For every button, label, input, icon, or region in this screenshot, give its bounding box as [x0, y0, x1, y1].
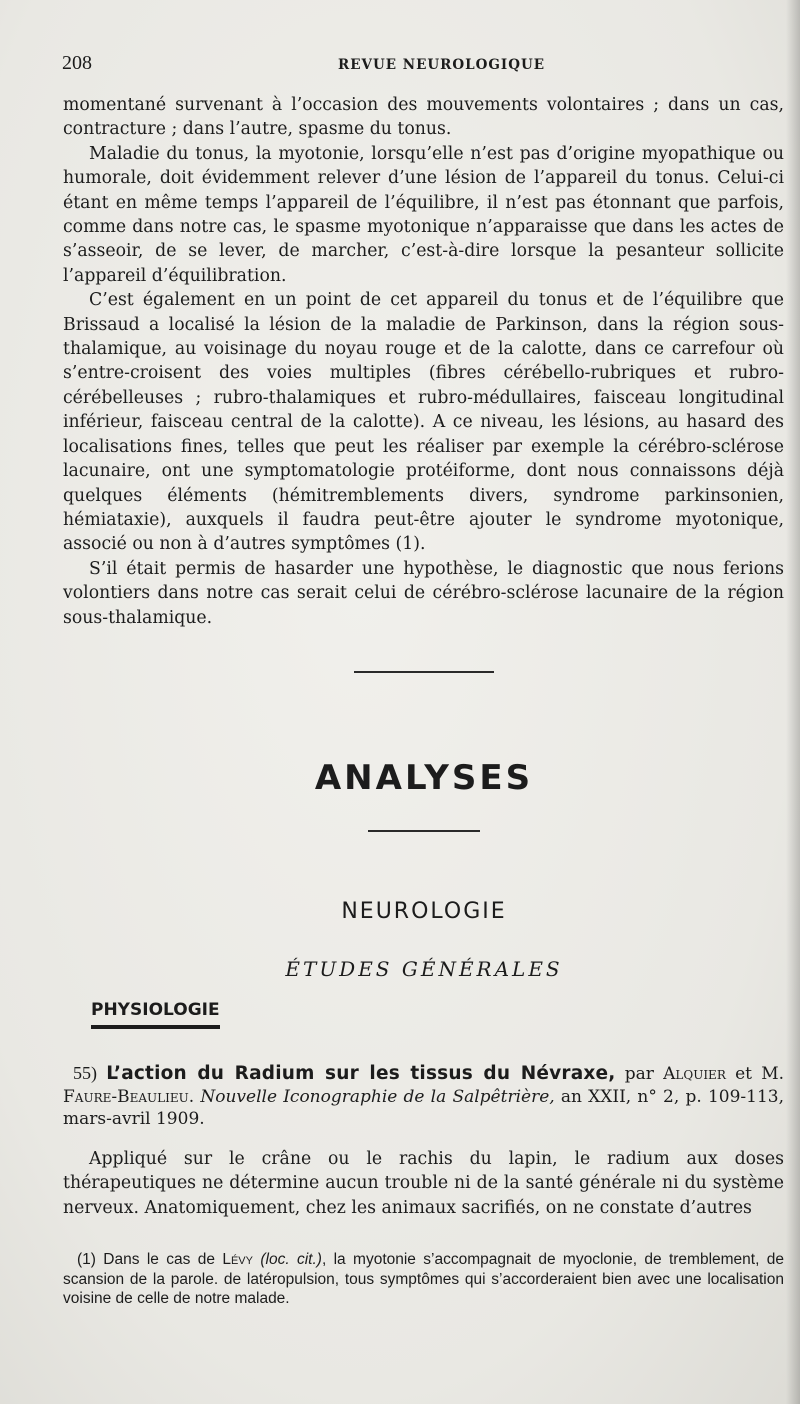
- footnote-text: , la myotonie s’accompagnait de myoclonie, de tremblement, de scansion de la parole. de latéropulsion, tous symptômes qui s’accorderaient bien avec une localisation voisine de celle de notre malade.: [63, 1251, 785, 1307]
- footnote: [63, 1250, 784, 1309]
- body-paragraph: S’il était permis de hasarder une hypothèse, le diagnostic que nous ferions volontiers dans notre cas serait celui de cérébro-sclérose lacunaire de la région sous-thalamique.: [63, 558, 784, 628]
- entry-title: L’action du Radium sur les tissus du Névraxe,: [106, 1063, 616, 1084]
- entry-and: et: [735, 1064, 752, 1084]
- entry-number: 55): [73, 1063, 97, 1083]
- category-heading: PHYSIOLOGIE: [91, 1000, 220, 1029]
- body-text: [63, 93, 784, 630]
- section-heading: ANALYSES: [314, 758, 534, 798]
- body-paragraph: C’est également en un point de cet appareil du tonus et de l’équilibre que Brissaud a localisé la lésion de la maladie de Parkinson, dans la région sous-thalamique, au voisinage du noyau rouge et de la calotte, dans ce carrefour où s’entre-croisent des voies multiples (fibres cérébello-rubriques et rubro-cérébelleuses ; rubro-thalamiques et rubro-médullaires, faisceau longitudinal inférieur, faisceau central de la calotte). A ce niveau, les lésions, au hasard des localisations fines, telles que peut les réaliser par exemple la cérébro-sclérose lacunaire, ont une symptomatologie protéiforme, dont nous connaissons déjà quelques éléments (hémitremblements divers, syndrome parkinsonien, hémiataxie), auxquels il faudra peut-être ajouter le syndrome myotonique, associé ou non à d’autres symptômes (1).: [63, 290, 784, 555]
- entry-citation: an XXII, n° 2, p. 109-113, mars-avril 1909.: [63, 1086, 785, 1129]
- body-paragraph: momentané survenant à l’occasion des mouvements volontaires ; dans un cas, contracture ; dans l’autre, spasme du tonus.: [63, 95, 784, 140]
- review-entry-header: 55) L’action du Radium sur les tissus du Névraxe, par Alquier et M. Faure-Beaulieu. Nouvelle Iconographie de la Salpêtrière, an XXII, n° 2, p. 109-113, mars-avril 1909.: [63, 1063, 785, 1129]
- journal-title: REVUE NEUROLOGIQUE: [338, 57, 546, 73]
- footnote-ref: (loc. cit.): [260, 1251, 322, 1268]
- subsection-heading: NEUROLOGIE: [341, 899, 507, 924]
- entry-journal: Nouvelle Iconographie de la Salpêtrière,: [200, 1086, 555, 1107]
- running-head: [62, 52, 762, 76]
- entry-author: Alquier: [663, 1064, 726, 1084]
- review-entry-text: Appliqué sur le crâne ou le rachis du lapin, le radium aux doses thérapeutiques ne détermine aucun trouble ni de la santé générale ni du système nerveux. Anatomiquement, chez les animaux sacrifiés, on ne constate d’autres: [63, 1149, 784, 1218]
- entry-author: Faure-Beaulieu: [63, 1086, 189, 1107]
- footnote-marker: (1) Dans le cas de: [77, 1251, 215, 1268]
- heading-underline: [368, 830, 480, 832]
- section-divider: [354, 671, 494, 673]
- entry-by: par: [624, 1064, 654, 1084]
- page-edge-shadow: [786, 0, 800, 1404]
- sub-subsection-heading: ÉTUDES GÉNÉRALES: [285, 957, 563, 981]
- footnote-author: Lévy: [222, 1251, 253, 1268]
- page-number: 208: [62, 52, 92, 74]
- entry-author-prefix: M.: [761, 1064, 785, 1084]
- body-paragraph: Maladie du tonus, la myotonie, lorsqu’elle n’est pas d’origine myopathique ou humorale, doit évidemment relever d’une lésion de l’appareil du tonus. Celui-ci étant en même temps l’appareil de l’équilibre, il n’est pas étonnant que parfois, comme dans notre cas, le spasme myotonique n’apparaisse que dans les actes de s’asseoir, de se lever, de marcher, c’est-à-dire lorsque la pesanteur sollicite l’appareil d’équilibration.: [63, 143, 784, 286]
